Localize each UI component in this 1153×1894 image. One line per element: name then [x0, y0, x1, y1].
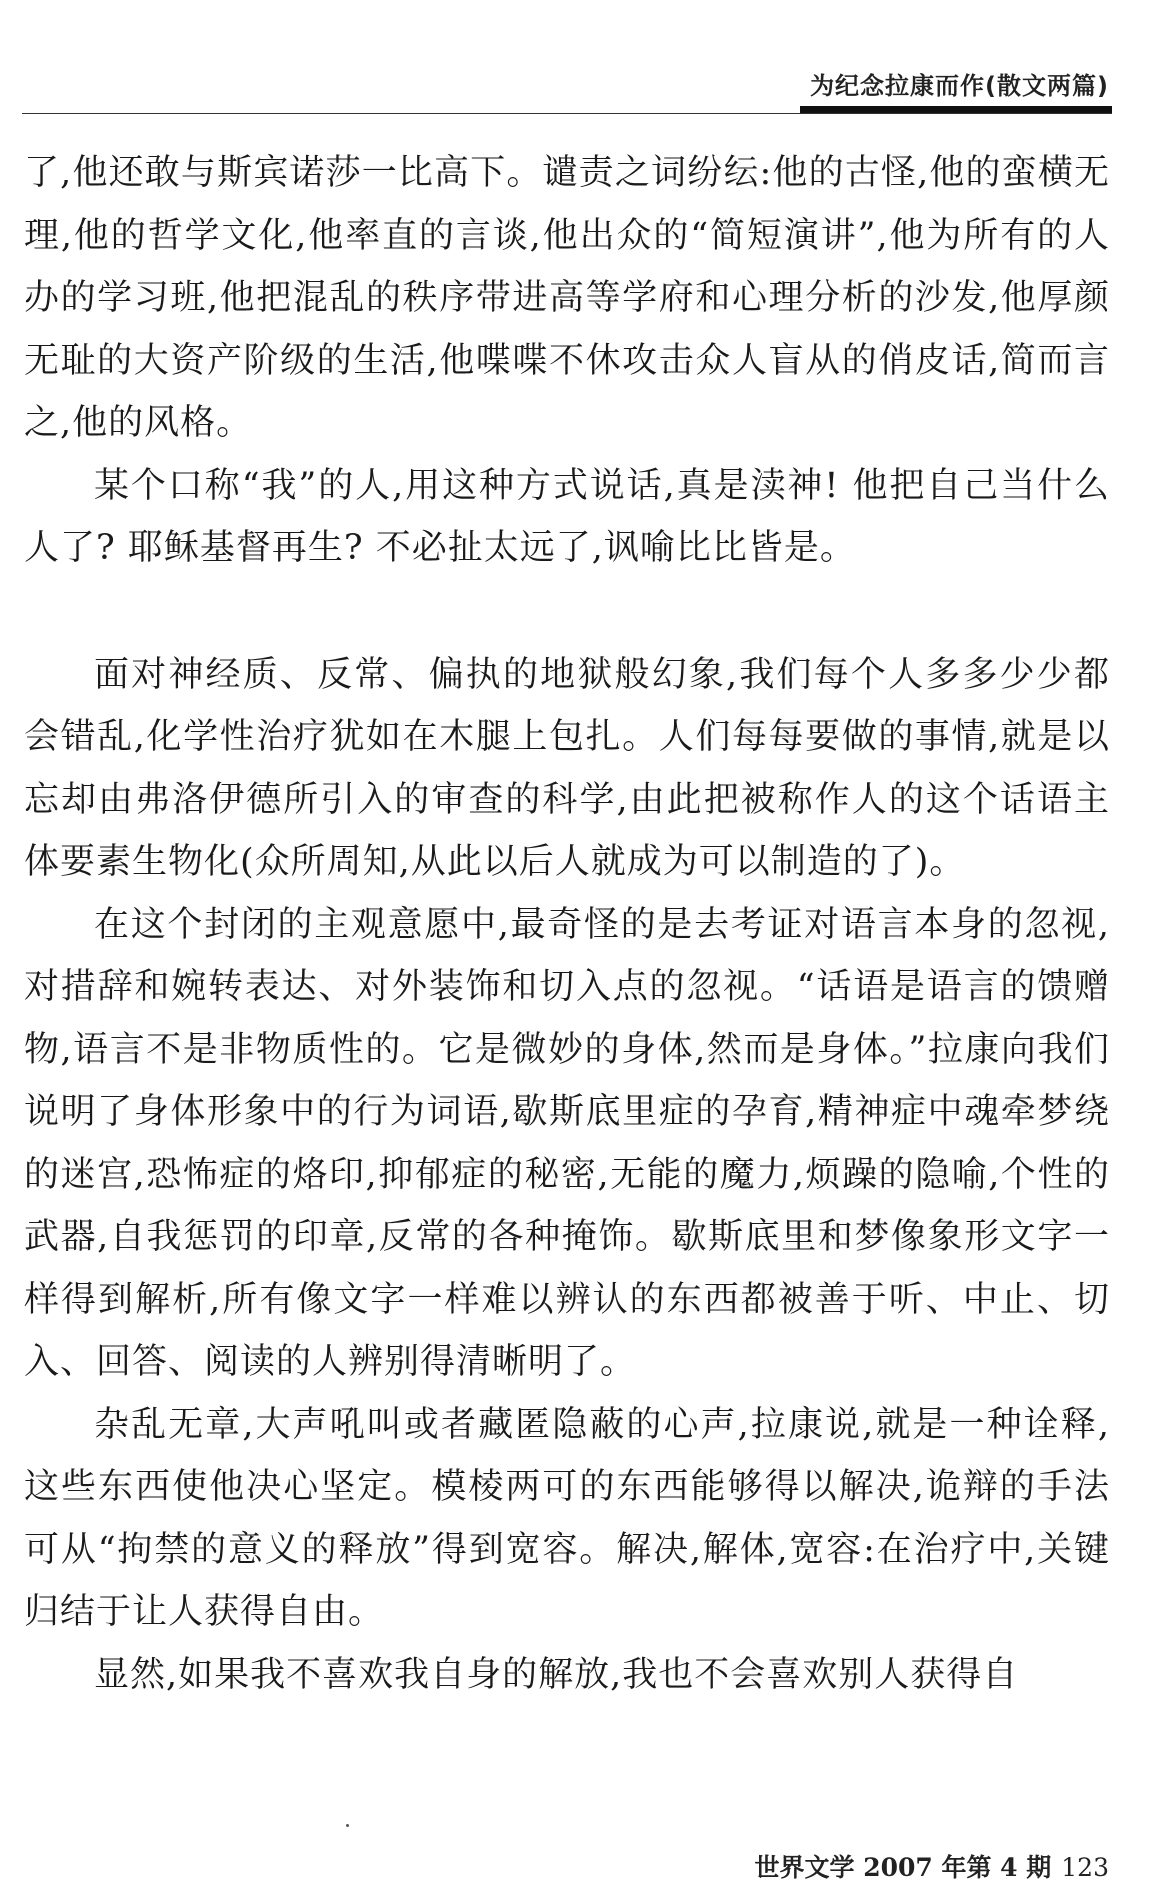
- paragraph-1: 了,他还敢与斯宾诺莎一比高下。谴责之词纷纭:他的古怪,他的蛮横无理,他的哲学文化,他率直的言谈,他出众的“简短演讲”,他为所有的人办的学习班,他把混乱的秩序带进高等学府和心理分析的沙发,他厚颜无耻的大资产阶级的生活,他喋喋不休攻击众人盲从的俏皮话,简而言之,他的风格。: [24, 153, 1110, 443]
- running-header-title: 为纪念拉康而作(散文两篇): [810, 72, 1109, 100]
- paragraph-5: 杂乱无章,大声吼叫或者藏匿隐蔽的心声,拉康说,就是一种诠释,这些东西使他决心坚定。模棱两可的东西能够得以解决,诡辩的手法可从“拘禁的意义的释放”得到宽容。解决,解体,宽容:在治疗中,关键归结于让人获得自由。: [24, 1404, 1110, 1632]
- header-rule: [22, 113, 1112, 114]
- page-footer: [754, 1848, 1109, 1884]
- paragraph-3: 面对神经质、反常、偏执的地狱般幻象,我们每个人多多少少都会错乱,化学性治疗犹如在木腿上包扎。人们每每要做的事情,就是以忘却由弗洛伊德所引入的审查的科学,由此把被称作人的这个话语主体要素生物化(众所周知,从此以后人就成为可以制造的了)。: [24, 654, 1110, 882]
- scan-speck: [346, 1824, 349, 1827]
- paragraph-4: 在这个封闭的主观意愿中,最奇怪的是去考证对语言本身的忽视,对措辞和婉转表达、对外装饰和切入点的忽视。“话语是语言的馈赠物,语言不是非物质性的。它是微妙的身体,然而是身体。”拉康向我们说明了身体形象中的行为词语,歇斯底里症的孕育,精神症中魂牵梦绕的迷宫,恐怖症的烙印,抑郁症的秘密,无能的魔力,烦躁的隐喻,个性的武器,自我惩罚的印章,反常的各种掩饰。歇斯底里和梦像象形文字一样得到解析,所有像文字一样难以辨认的东西都被善于听、中止、切入、回答、阅读的人辨别得清晰明了。: [24, 904, 1110, 1382]
- footer-journal: 世界文学 2007 年第 4 期: [754, 1853, 1052, 1882]
- article-body: [24, 142, 1110, 1706]
- page-number: 123: [1061, 1853, 1109, 1882]
- paragraph-2: 某个口称“我”的人,用这种方式说话,真是渎神! 他把自己当什么人了? 耶稣基督再生? 不必扯太远了,讽喻比比皆是。: [24, 465, 1110, 568]
- paragraph-6: 显然,如果我不喜欢我自身的解放,我也不会喜欢别人获得自: [94, 1654, 1019, 1695]
- section-break: [24, 580, 1110, 644]
